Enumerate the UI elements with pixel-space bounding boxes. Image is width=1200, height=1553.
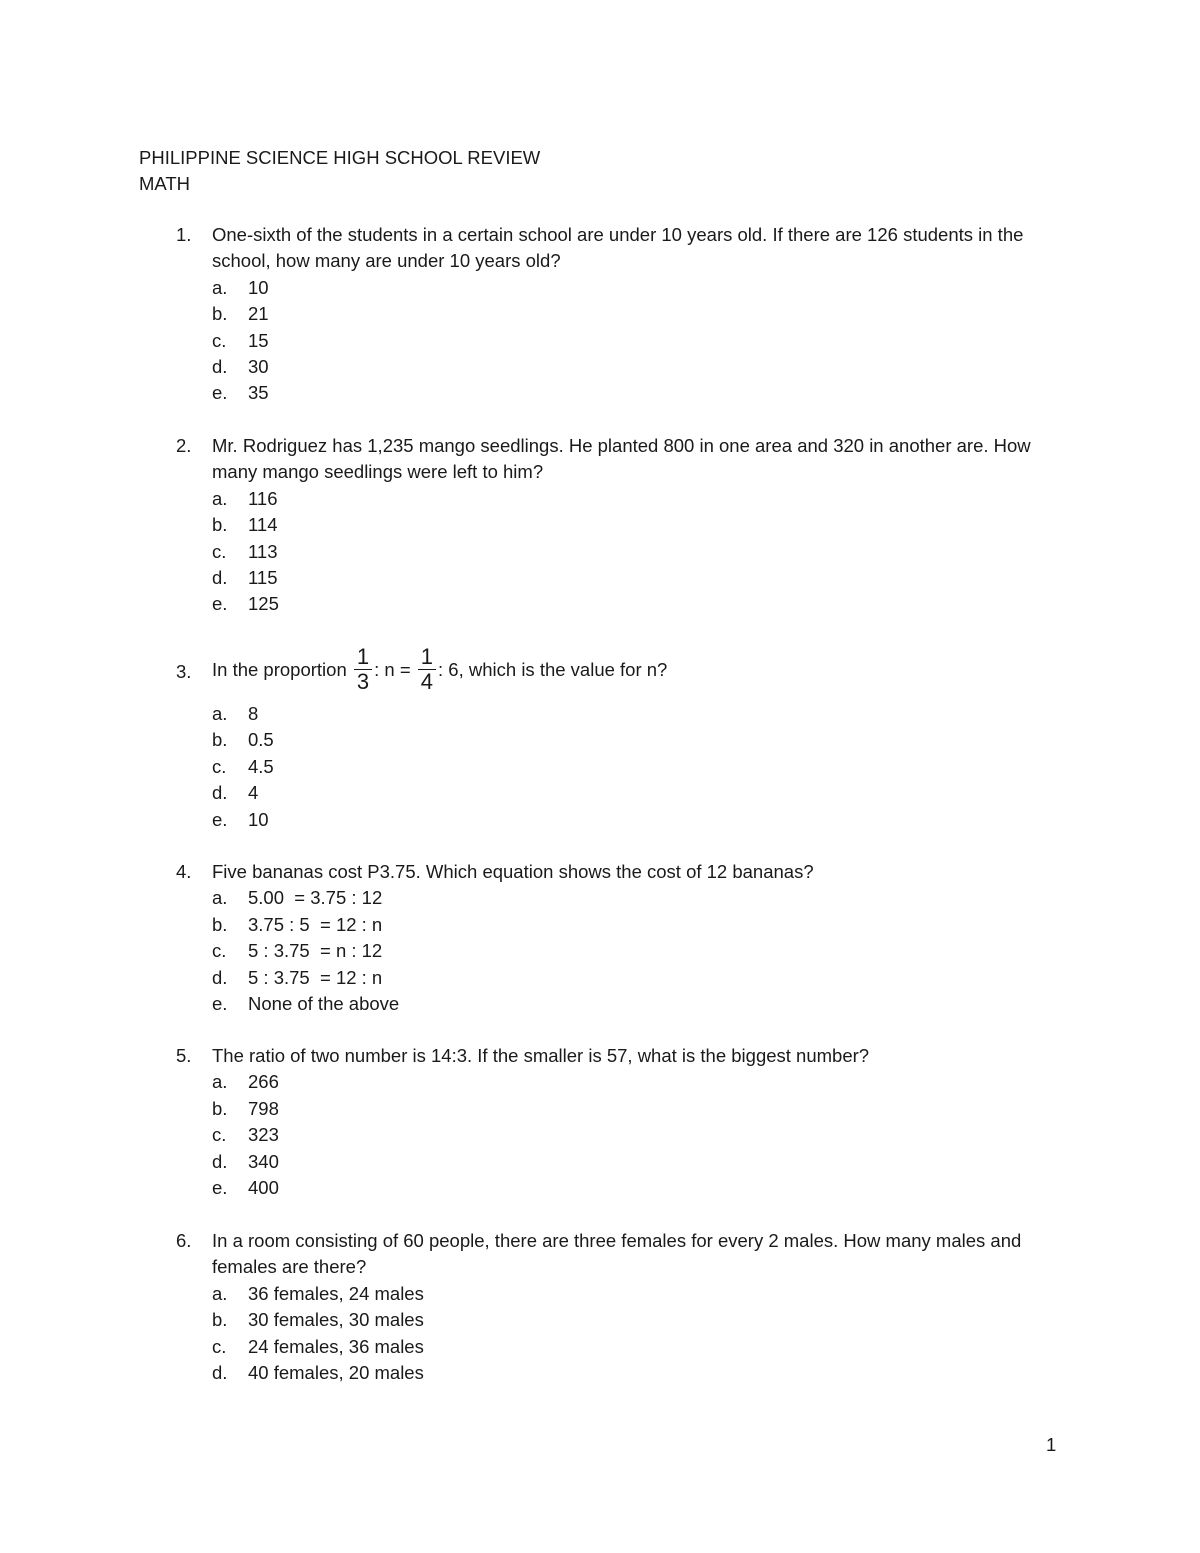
option-letter: b. <box>212 913 228 935</box>
option-text: 35 <box>248 382 269 404</box>
option-b <box>212 727 1056 753</box>
option-d <box>212 1149 1056 1175</box>
question-number: 2. <box>176 435 192 456</box>
option-text: 15 <box>248 329 269 351</box>
option-c <box>212 1334 1056 1360</box>
option-letter: d. <box>212 966 228 988</box>
option-d <box>212 1360 1056 1386</box>
question-number: 4. <box>176 861 192 882</box>
option-c <box>212 938 1056 964</box>
question-3 <box>176 642 1056 833</box>
option-a <box>212 885 1056 911</box>
option-text: 266 <box>248 1071 279 1093</box>
option-a <box>212 701 1056 727</box>
option-letter: c. <box>212 329 227 351</box>
option-letter: b. <box>212 1309 228 1331</box>
option-text: 340 <box>248 1150 279 1172</box>
option-letter: b. <box>212 729 228 751</box>
option-letter: b. <box>212 303 228 325</box>
option-text: 21 <box>248 303 269 325</box>
option-letter: a. <box>212 703 228 724</box>
option-e <box>212 991 1056 1017</box>
option-text: 5 : 3.75 = n : 12 <box>248 940 383 962</box>
fraction-denominator: 3 <box>356 668 370 694</box>
option-text: 4.5 <box>248 755 274 777</box>
option-text: 24 females, 36 males <box>248 1335 424 1357</box>
question-text <box>212 642 1056 698</box>
option-text: 36 females, 24 males <box>248 1282 424 1304</box>
option-list <box>212 1281 1056 1387</box>
option-text: 40 females, 20 males <box>248 1361 424 1383</box>
page-number: 1 <box>1046 1434 1057 1455</box>
option-text: 8 <box>248 703 259 724</box>
fraction-denominator: 4 <box>420 668 434 694</box>
option-letter: d. <box>212 566 228 588</box>
option-letter: e. <box>212 1176 228 1198</box>
option-letter: d. <box>212 355 228 377</box>
option-c <box>212 539 1056 565</box>
option-letter: a. <box>212 1282 228 1304</box>
option-a <box>212 486 1056 512</box>
option-text: 115 <box>248 566 278 588</box>
question-1 <box>176 222 1056 407</box>
option-letter: b. <box>212 1097 228 1119</box>
question-number: 5. <box>176 1045 192 1066</box>
fraction-one-fourth <box>418 643 436 694</box>
option-list <box>212 701 1056 833</box>
question-4 <box>176 859 1056 1017</box>
option-b <box>212 512 1056 538</box>
question-2 <box>176 433 1056 618</box>
option-c <box>212 1122 1056 1148</box>
option-a <box>212 275 1056 301</box>
option-c <box>212 754 1056 780</box>
option-letter: c. <box>212 940 227 962</box>
option-letter: b. <box>212 514 228 536</box>
question-number: 3. <box>176 661 192 682</box>
option-letter: e. <box>212 992 228 1014</box>
option-text: 125 <box>248 593 279 615</box>
option-c <box>212 328 1056 354</box>
option-d <box>212 354 1056 380</box>
option-b <box>212 1096 1056 1122</box>
option-letter: e. <box>212 808 228 830</box>
option-letter: a. <box>212 487 228 509</box>
option-letter: e. <box>212 382 228 404</box>
option-letter: d. <box>212 782 228 804</box>
question-text: Mr. Rodriguez has 1,235 mango seedlings. He planted 800 in one area and 320 in another are. How many mango seedlings were left to him? <box>212 435 1031 483</box>
question-number: 6. <box>176 1230 192 1251</box>
question-text-before: In the proportion <box>212 659 347 680</box>
option-list <box>212 1069 1056 1201</box>
option-letter: a. <box>212 1071 228 1093</box>
question-6 <box>176 1228 1056 1386</box>
question-text: Five bananas cost P3.75. Which equation shows the cost of 12 bananas? <box>212 861 814 882</box>
option-e <box>212 380 1056 406</box>
option-letter: c. <box>212 1124 227 1146</box>
question-text-after: : 6, which is the value for n? <box>438 659 668 680</box>
document-title: PHILIPPINE SCIENCE HIGH SCHOOL REVIEW <box>139 147 541 168</box>
option-text: 30 <box>248 355 269 377</box>
option-e <box>212 1175 1056 1201</box>
question-text: The ratio of two number is 14:3. If the smaller is 57, what is the biggest number? <box>212 1045 870 1066</box>
option-d <box>212 780 1056 806</box>
option-text: 30 females, 30 males <box>248 1309 424 1331</box>
question-text-middle: : n = <box>374 659 411 680</box>
option-list <box>212 885 1056 1017</box>
option-letter: c. <box>212 755 227 777</box>
option-text: 4 <box>248 782 259 804</box>
option-b <box>212 301 1056 327</box>
option-letter: d. <box>212 1361 228 1383</box>
option-text: 400 <box>248 1176 279 1198</box>
option-a <box>212 1281 1056 1307</box>
option-list <box>212 275 1056 407</box>
option-text: 5 : 3.75 = 12 : n <box>248 966 383 988</box>
fraction-numerator: 1 <box>418 646 436 670</box>
option-letter: d. <box>212 1150 228 1172</box>
option-text: None of the above <box>248 992 400 1014</box>
option-letter: a. <box>212 887 228 909</box>
option-text: 323 <box>248 1124 279 1146</box>
option-text: 0.5 <box>248 729 274 751</box>
document-subject: MATH <box>139 173 191 194</box>
option-d <box>212 565 1056 591</box>
option-text: 10 <box>248 276 269 298</box>
option-text: 116 <box>248 487 278 509</box>
option-d <box>212 965 1056 991</box>
option-text: 10 <box>248 808 269 830</box>
option-letter: e. <box>212 593 228 615</box>
option-text: 114 <box>248 514 278 536</box>
option-text: 3.75 : 5 = 12 : n <box>248 913 383 935</box>
fraction-one-third <box>354 643 372 694</box>
fraction-numerator: 1 <box>354 646 372 670</box>
option-e <box>212 591 1056 617</box>
question-5 <box>176 1043 1056 1201</box>
option-text: 113 <box>248 540 278 562</box>
option-b <box>212 912 1056 938</box>
question-text: In a room consisting of 60 people, there are three females for every 2 males. How many males and females are there? <box>212 1230 1022 1278</box>
option-text: 5.00 = 3.75 : 12 <box>248 887 383 909</box>
option-a <box>212 1069 1056 1095</box>
option-list <box>212 486 1056 618</box>
option-b <box>212 1307 1056 1333</box>
option-letter: c. <box>212 1335 227 1357</box>
option-letter: a. <box>212 276 228 298</box>
option-text: 798 <box>248 1097 279 1119</box>
option-e <box>212 807 1056 833</box>
question-number: 1. <box>176 224 192 245</box>
option-letter: c. <box>212 540 227 562</box>
question-text: One-sixth of the students in a certain school are under 10 years old. If there are 126 students in the school, how many are under 10 years old? <box>212 224 1024 272</box>
